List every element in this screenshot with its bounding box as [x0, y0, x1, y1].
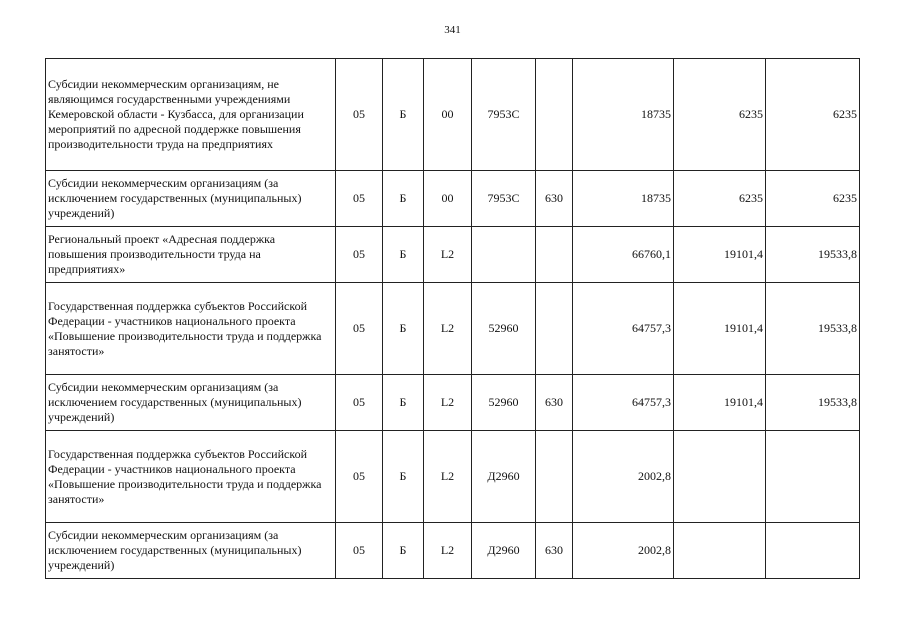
cell-name: Государственная поддержка субъектов Российской Федерации - участников национального проекта «Повышение производительности труда и поддержка занятости»: [46, 283, 336, 375]
cell-subprogram: L2: [424, 431, 472, 523]
cell-amount-3: 19533,8: [766, 283, 860, 375]
cell-section: 05: [336, 375, 383, 431]
cell-amount-3: [766, 431, 860, 523]
cell-subprogram: L2: [424, 375, 472, 431]
cell-section: 05: [336, 227, 383, 283]
cell-amount-2: 19101,4: [674, 283, 766, 375]
cell-program: Б: [383, 59, 424, 171]
cell-amount-2: [674, 523, 766, 579]
cell-section: 05: [336, 59, 383, 171]
cell-expense-type: [536, 431, 573, 523]
cell-amount-1: 2002,8: [573, 431, 674, 523]
cell-expense-type: 630: [536, 375, 573, 431]
cell-amount-2: 19101,4: [674, 227, 766, 283]
cell-code: 7953С: [472, 171, 536, 227]
cell-code: 7953С: [472, 59, 536, 171]
cell-name: Субсидии некоммерческим организациям (за исключением государственных (муниципальных) учреждений): [46, 375, 336, 431]
cell-amount-3: 6235: [766, 59, 860, 171]
cell-subprogram: L2: [424, 523, 472, 579]
cell-code: [472, 227, 536, 283]
cell-amount-3: 19533,8: [766, 227, 860, 283]
cell-section: 05: [336, 171, 383, 227]
cell-program: Б: [383, 171, 424, 227]
cell-amount-2: 6235: [674, 59, 766, 171]
cell-expense-type: 630: [536, 171, 573, 227]
cell-program: Б: [383, 283, 424, 375]
table-row: [46, 523, 860, 579]
cell-expense-type: [536, 283, 573, 375]
cell-amount-3: 19533,8: [766, 375, 860, 431]
table-row: [46, 227, 860, 283]
cell-program: Б: [383, 431, 424, 523]
table-row: [46, 171, 860, 227]
cell-program: Б: [383, 375, 424, 431]
cell-subprogram: L2: [424, 227, 472, 283]
cell-amount-1: 18735: [573, 59, 674, 171]
cell-name: Субсидии некоммерческим организациям (за исключением государственных (муниципальных) учреждений): [46, 523, 336, 579]
cell-section: 05: [336, 431, 383, 523]
cell-name: Региональный проект «Адресная поддержка повышения производительности труда на предприятиях»: [46, 227, 336, 283]
cell-expense-type: 630: [536, 523, 573, 579]
cell-section: 05: [336, 283, 383, 375]
cell-amount-1: 66760,1: [573, 227, 674, 283]
cell-amount-2: 19101,4: [674, 375, 766, 431]
cell-subprogram: 00: [424, 171, 472, 227]
cell-section: 05: [336, 523, 383, 579]
table-row: [46, 283, 860, 375]
cell-amount-1: 64757,3: [573, 375, 674, 431]
cell-amount-2: 6235: [674, 171, 766, 227]
cell-code: Д2960: [472, 431, 536, 523]
cell-amount-3: [766, 523, 860, 579]
cell-name: Субсидии некоммерческим организациям (за исключением государственных (муниципальных) учреждений): [46, 171, 336, 227]
budget-table: [45, 58, 860, 579]
cell-amount-3: 6235: [766, 171, 860, 227]
cell-program: Б: [383, 523, 424, 579]
cell-subprogram: 00: [424, 59, 472, 171]
table-row: [46, 431, 860, 523]
table-row: [46, 59, 860, 171]
cell-amount-1: 64757,3: [573, 283, 674, 375]
table-row: [46, 375, 860, 431]
cell-program: Б: [383, 227, 424, 283]
cell-expense-type: [536, 227, 573, 283]
page-number: 341: [444, 24, 461, 36]
cell-code: Д2960: [472, 523, 536, 579]
cell-amount-1: 2002,8: [573, 523, 674, 579]
cell-name: Субсидии некоммерческим организациям, не являющимся государственными учреждениями Кемеровской области - Кузбасса, для организации мероприятий по адресной поддержке повышения производительности труда на предприятиях: [46, 59, 336, 171]
cell-code: 52960: [472, 283, 536, 375]
cell-amount-2: [674, 431, 766, 523]
cell-amount-1: 18735: [573, 171, 674, 227]
cell-name: Государственная поддержка субъектов Российской Федерации - участников национального проекта «Повышение производительности труда и поддержка занятости»: [46, 431, 336, 523]
cell-expense-type: [536, 59, 573, 171]
cell-code: 52960: [472, 375, 536, 431]
cell-subprogram: L2: [424, 283, 472, 375]
